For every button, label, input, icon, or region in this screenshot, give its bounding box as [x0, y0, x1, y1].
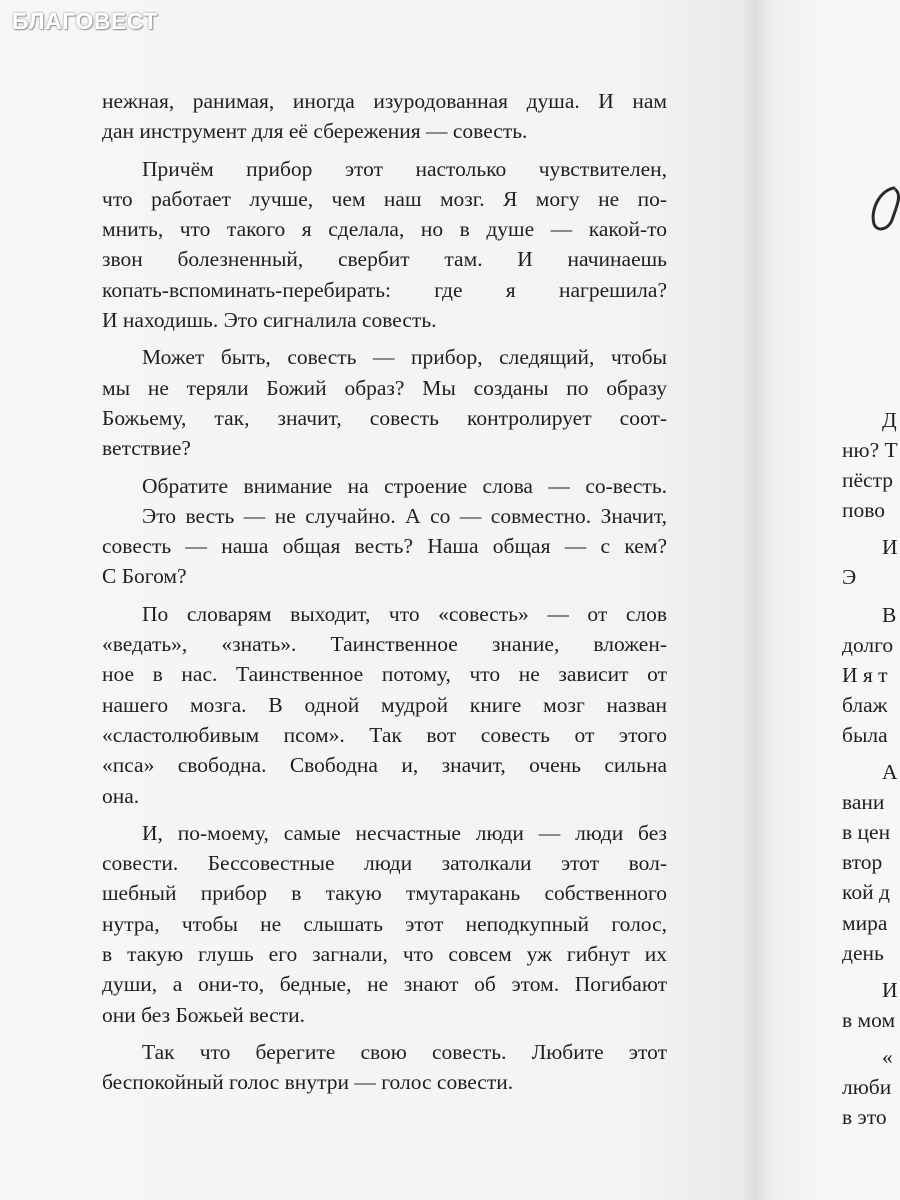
text-line: И находишь. Это сигналила совесть. [102, 308, 437, 333]
text-line: что работает лучше, чем наш мозг. Я могу не по- [102, 186, 667, 211]
text-line: души, а они-то, бедные, не знают об этом. Погибают [102, 972, 667, 997]
text-line: В [882, 602, 897, 627]
text-line: вани [842, 790, 885, 815]
text-line: Так что берегите свою совесть. Любите этот [142, 1039, 667, 1064]
text-line: звон болезненный, свербит там. И начинаешь [102, 247, 667, 272]
paragraph [102, 471, 667, 592]
text-line: мнить, что такого я сделала, но в душе — какой-то [102, 217, 667, 242]
text-line: ветствие? [102, 436, 191, 461]
text-line: мира [842, 910, 888, 935]
text-line: Божьему, так, значит, совесть контролирует соот- [102, 405, 667, 430]
text-line: «пса» свободна. Свободна и, значит, очень сильна [102, 753, 667, 778]
text-line: По словарям выходит, что «совесть» — от слов [142, 601, 667, 626]
paragraph [102, 818, 667, 1030]
text-line: нашего мозга. В одной мудрой книге мозг назван [102, 692, 667, 717]
watermark-text: БЛАГОВЕСТ [12, 8, 158, 34]
paragraph [102, 342, 667, 463]
text-line: нежная, ранимая, иногда изуродованная душа. И нам [102, 89, 667, 113]
text-line: в это [842, 1105, 887, 1130]
text-line: копать-вспоминать-перебирать: где я нагрешила? [102, 277, 667, 302]
text-line: беспокойный голос внутри — голос совести. [102, 1070, 514, 1095]
text-line: день [842, 940, 884, 965]
script-initial-icon [866, 180, 900, 240]
text-line: ню? Т [842, 438, 898, 463]
text-line: нутра, чтобы не слышать этот неподкупный голос, [102, 911, 667, 936]
paragraph [102, 154, 667, 336]
text-line: пёстр [842, 468, 893, 493]
text-line: она. [102, 783, 140, 808]
text-line: Причём прибор этот настолько чувствителен, [142, 156, 667, 181]
paragraph [102, 86, 667, 147]
text-line: была [842, 722, 888, 747]
text-line: в мом [842, 1007, 896, 1032]
text-line: совесть — наша общая весть? Наша общая — с кем? [102, 534, 667, 559]
text-line: долго [842, 632, 894, 657]
text-line: С Богом? [102, 564, 187, 589]
right-page-text [842, 405, 900, 1132]
text-line: И [882, 977, 898, 1002]
text-line: втор [842, 850, 883, 875]
text-line: Обратите внимание на строение слова — со-весть. [142, 473, 667, 498]
text-line: дан инструмент для её сбережения — совесть. [102, 119, 528, 144]
text-line: блаж [842, 692, 888, 717]
text-line: пово [842, 498, 886, 523]
text-line: Может быть, совесть — прибор, следящий, чтобы [142, 345, 667, 370]
text-line: люби [842, 1074, 892, 1099]
text-line: в цен [842, 820, 891, 845]
paragraph [102, 1037, 667, 1098]
text-line: « [882, 1044, 893, 1069]
text-line: мы не теряли Божий образ? Мы созданы по образу [102, 375, 667, 400]
text-line: И я т [842, 662, 888, 687]
text-line: шебный прибор в такую тмутаракань собственного [102, 881, 667, 906]
paragraph [102, 599, 667, 811]
text-line: Д [882, 408, 897, 432]
page-body [102, 86, 667, 1098]
right-page [774, 0, 900, 1200]
text-line: в такую глушь его загнали, что совсем уж гибнут их [102, 942, 667, 967]
text-line: Это весть — не случайно. А со — совместно. Значит, [142, 503, 667, 528]
text-line: ное в нас. Таинственное потому, что не зависит от [102, 662, 667, 687]
text-line: А [882, 760, 898, 785]
text-line: они без Божьей вести. [102, 1002, 306, 1027]
text-line: «сластолюбивым псом». Так вот совесть от этого [102, 722, 667, 747]
text-line: «ведать», «знать». Таинственное знание, вложен- [102, 632, 667, 657]
text-line: И, по-моему, самые несчастные люди — люди без [142, 820, 667, 845]
text-line: Э [842, 565, 857, 590]
text-line: совести. Бессовестные люди затолкали этот вол- [102, 851, 667, 876]
text-line: кой д [842, 880, 890, 905]
book-gutter [740, 0, 774, 1200]
text-line: И [882, 535, 898, 560]
